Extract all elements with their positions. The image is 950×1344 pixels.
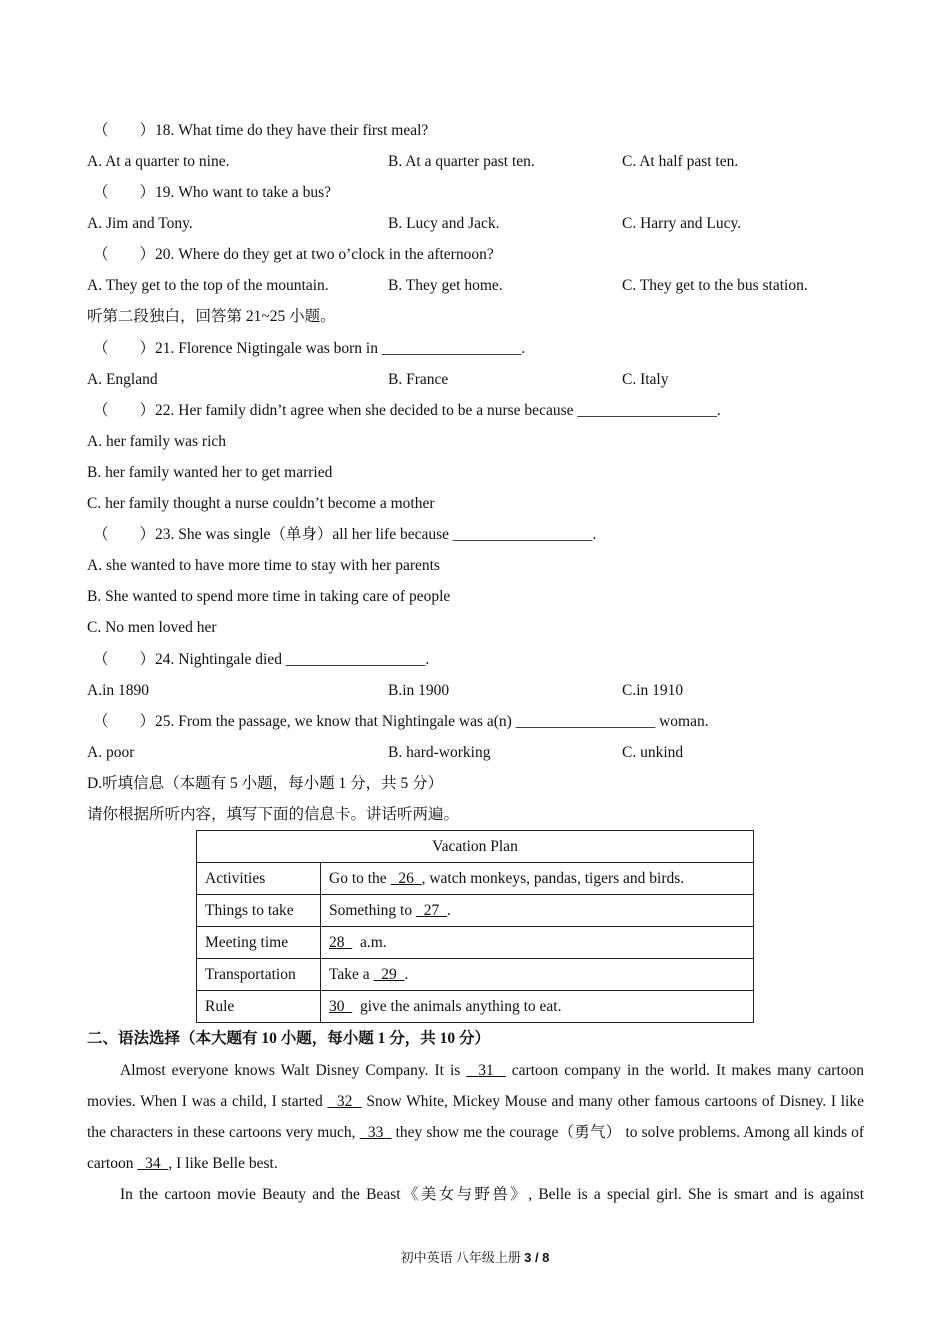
q24-option-a: A.in 1890 <box>87 682 149 699</box>
question-19-stem: （ ）19. Who want to take a bus? <box>93 184 332 201</box>
blank-29: 29 <box>373 965 405 983</box>
q24-option-c: C.in 1910 <box>622 682 684 699</box>
blank-30: 30 <box>329 997 353 1015</box>
q22-option-a: A. her family was rich <box>87 433 227 450</box>
question-22-stem: （ ）22. Her family didn’t agree when she decided to be a nurse because __________________. <box>93 402 721 419</box>
q20-option-b: B. They get home. <box>388 277 503 294</box>
page-footer <box>0 1247 950 1266</box>
table-row <box>197 991 754 1023</box>
q23-option-b: B. She wanted to spend more time in taking care of people <box>87 588 451 605</box>
footer-course: 初中英语 八年级上册 <box>400 1250 525 1265</box>
blank-28: 28 <box>329 933 353 951</box>
question-20-stem: （ ）20. Where do they get at two o’clock in the afternoon? <box>93 246 494 263</box>
q18-option-b: B. At a quarter past ten. <box>388 153 535 170</box>
passage-paragraph-1: Almost everyone knows Walt Disney Company. It is 31 cartoon company in the world. It makes many cartoon movies. When I was a child, I started 32 Snow White, Mickey Mouse and many other famous cartoons of Disney. I like the characters in these cartoons very much, 33 they show me the courage（勇气） to solve problems. Among all kinds of cartoon 34 , I like Belle best. <box>87 1062 865 1172</box>
vacation-plan-table <box>196 830 754 1023</box>
monologue-instruction: 听第二段独白，回答第 21~25 小题。 <box>87 308 336 325</box>
row-value: Take a 29 . <box>321 959 754 991</box>
row-key: Rule <box>197 991 321 1023</box>
section-two-title: 二、语法选择（本大题有 10 小题，每小题 1 分，共 10 分） <box>87 1030 491 1047</box>
row-value: Something to 27 . <box>321 895 754 927</box>
q18-option-a: A. At a quarter to nine. <box>87 153 230 170</box>
q23-option-c: C. No men loved her <box>87 619 217 636</box>
question-18-stem: （ ）18. What time do they have their first meal? <box>93 122 429 139</box>
row-key: Activities <box>197 863 321 895</box>
q22-option-b: B. her family wanted her to get married <box>87 464 333 481</box>
row-value: 28 a.m. <box>321 927 754 959</box>
q20-option-a: A. They get to the top of the mountain. <box>87 277 329 294</box>
q20-option-c: C. They get to the bus station. <box>622 277 808 294</box>
blank-31: 31 <box>466 1062 506 1079</box>
q19-option-c: C. Harry and Lucy. <box>622 215 742 232</box>
q25-option-a: A. poor <box>87 744 135 761</box>
question-23-stem: （ ）23. She was single（单身）all her life because __________________. <box>93 526 597 543</box>
q25-option-c: C. unkind <box>622 744 684 761</box>
q19-option-a: A. Jim and Tony. <box>87 215 193 232</box>
blank-27: 27 <box>415 901 447 919</box>
passage-paragraph-2: In the cartoon movie Beauty and the Beast《美女与野兽》, Belle is a special girl. She is smart and is against <box>120 1186 864 1203</box>
q24-option-b: B.in 1900 <box>388 682 450 699</box>
blank-32: 32 <box>327 1093 362 1110</box>
table-row <box>197 863 754 895</box>
blank-33: 33 <box>359 1124 392 1141</box>
q21-option-c: C. Italy <box>622 371 669 388</box>
row-value: 30 give the animals anything to eat. <box>321 991 754 1023</box>
question-25-stem: （ ）25. From the passage, we know that Nightingale was a(n) __________________ woman. <box>93 713 709 730</box>
q23-option-a: A. she wanted to have more time to stay with her parents <box>87 557 440 574</box>
table-row <box>197 959 754 991</box>
section-d-instruction: 请你根据所听内容，填写下面的信息卡。讲话听两遍。 <box>87 806 460 823</box>
table-row <box>197 927 754 959</box>
q19-option-b: B. Lucy and Jack. <box>388 215 500 232</box>
q21-option-a: A. England <box>87 371 158 388</box>
row-key: Transportation <box>197 959 321 991</box>
row-value: Go to the 26 , watch monkeys, pandas, tigers and birds. <box>321 863 754 895</box>
grammar-passage <box>87 1055 864 1210</box>
section-d-title: D.听填信息（本题有 5 小题，每小题 1 分，共 5 分） <box>87 775 444 792</box>
blank-26: 26 <box>390 869 422 887</box>
question-21-stem: （ ）21. Florence Nigtingale was born in __________________. <box>93 340 526 357</box>
table-row <box>197 895 754 927</box>
q18-option-c: C. At half past ten. <box>622 153 739 170</box>
q22-option-c: C. her family thought a nurse couldn’t become a mother <box>87 495 435 512</box>
row-key: Meeting time <box>197 927 321 959</box>
table-header-row <box>197 831 754 863</box>
blank-34: 34 <box>137 1155 169 1172</box>
q21-option-b: B. France <box>388 371 449 388</box>
q25-option-b: B. hard-working <box>388 744 491 761</box>
question-24-stem: （ ）24. Nightingale died __________________. <box>93 651 430 668</box>
row-key: Things to take <box>197 895 321 927</box>
page-number: 3 / 8 <box>524 1250 550 1265</box>
table-title: Vacation Plan <box>197 831 754 863</box>
